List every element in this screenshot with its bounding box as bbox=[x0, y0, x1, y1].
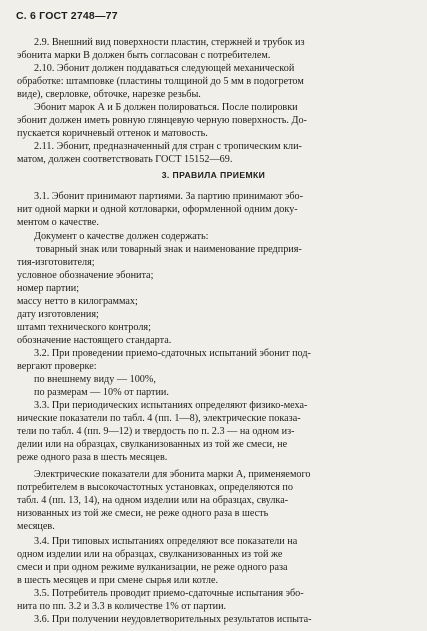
text-line: потребителем в высокочастотных установках, определяются по bbox=[17, 482, 293, 493]
text-line: штамп технического контроля; bbox=[17, 322, 151, 333]
text-line: смеси и при одном режиме вулканизации, не реже одного раза bbox=[17, 562, 288, 573]
text-line: 2.9. Внешний вид поверхности пластин, стержней и трубок из bbox=[34, 37, 305, 48]
text-line: 3.1. Эбонит принимают партиями. За партию принимают эбо- bbox=[34, 191, 304, 202]
text-line: по внешнему виду — 100%, bbox=[34, 374, 156, 385]
text-line: массу нетто в килограммах; bbox=[17, 296, 138, 307]
text-line: вергают проверке: bbox=[17, 361, 97, 372]
text-line: тели по табл. 4 (пп. 9—12) и твердость по п. 2.3 — на одном из- bbox=[17, 426, 295, 437]
text-line: Электрические показатели для эбонита марки А, применяемого bbox=[34, 469, 311, 480]
text-line: нические показатели по табл. 4 (пп. 1—8), электрические показа- bbox=[17, 413, 301, 424]
text-line: эбонит должен иметь ровную глянцевую черную поверхность. До- bbox=[17, 115, 307, 126]
section-title: 3. ПРАВИЛА ПРИЕМКИ bbox=[161, 170, 266, 180]
text-line: Документ о качестве должен содержать: bbox=[34, 231, 209, 242]
text-line: Эбонит марок А и Б должен полироваться. После полировки bbox=[34, 102, 298, 113]
text-line: обозначение настоящего стандарта. bbox=[17, 335, 172, 346]
text-line: дату изготовления; bbox=[17, 309, 99, 320]
text-line: обработке: штамповке (пластины толщиной до 5 мм в подогретом bbox=[17, 76, 304, 87]
text-line: 2.10. Эбонит должен поддаваться следующей механической bbox=[34, 63, 295, 74]
text-line: тия-изготовителя; bbox=[17, 257, 95, 268]
text-line: 3.6. При получении неудовлетворительных результатов испыта- bbox=[34, 614, 312, 625]
text-line: эбонита марки В должен быть согласован с потребителем. bbox=[17, 50, 271, 61]
text-line: 3.2. При проведении приемо-сдаточных испытаний эбонит под- bbox=[34, 348, 311, 359]
text-line: низованных из той же смеси, не реже одного раза в шесть bbox=[17, 508, 269, 519]
text-line: виде), сверловке, обточке, нарезке резьбы. bbox=[17, 89, 201, 100]
text-line: месяцев. bbox=[17, 521, 55, 532]
text-line: товарный знак или товарный знак и наименование предприя- bbox=[36, 244, 302, 255]
text-line: табл. 4 (пп. 13, 14), на одном изделии или на образцах, свулка- bbox=[17, 495, 289, 506]
text-line: 3.5. Потребитель проводит приемо-сдаточные испытания эбо- bbox=[34, 588, 304, 599]
text-line: 3.4. При типовых испытаниях определяют все показатели на bbox=[34, 536, 298, 547]
text-line: 2.11. Эбонит, предназначенный для стран с тропическим кли- bbox=[34, 141, 302, 152]
text-line: нита по пп. 3.2 и 3.3 в количестве 1% от партии. bbox=[17, 601, 227, 612]
text-line: ментом о качестве. bbox=[17, 217, 99, 228]
text-line: по размерам — 10% от партии. bbox=[34, 387, 169, 398]
text-line: пускается коричневый оттенок и матовость. bbox=[17, 128, 208, 139]
text-line: реже одного раза в шесть месяцев. bbox=[17, 452, 168, 463]
text-line: 3.3. При периодических испытаниях определяют физико-меха- bbox=[34, 400, 308, 411]
text-line: делии или на образцах, свулканизованных из той же смеси, не bbox=[17, 439, 288, 450]
text-line: нит одной марки и одной котловарки, оформленной одним доку- bbox=[17, 204, 298, 215]
text-line: условное обозначение эбонита; bbox=[17, 270, 154, 281]
text-line: матом, должен соответствовать ГОСТ 15152—69. bbox=[17, 154, 233, 165]
text-line: номер партии; bbox=[17, 283, 80, 294]
page-header: С. 6 ГОСТ 2748—77 bbox=[16, 10, 118, 22]
text-line: одном изделии или на образцах, свулканизованных из той же bbox=[17, 549, 283, 560]
text-line: в шесть месяцев и при смене сырья или котле. bbox=[17, 575, 219, 586]
